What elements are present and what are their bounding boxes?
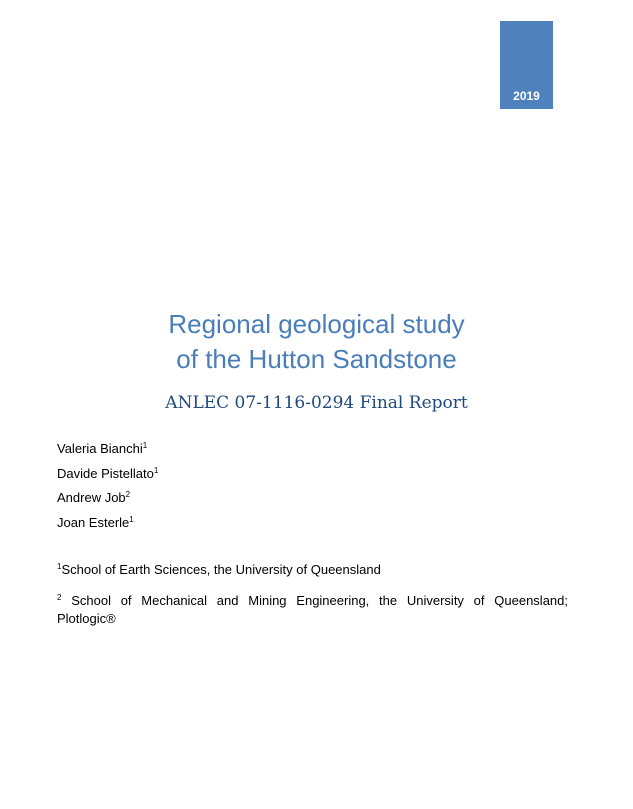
- affiliation-mark: 2: [57, 593, 62, 602]
- author-affiliation-mark: 2: [125, 490, 131, 499]
- affiliation-1: [57, 561, 381, 579]
- author-item: [57, 486, 158, 511]
- year-label: 2019: [513, 89, 540, 103]
- affiliation-2: [57, 592, 568, 628]
- report-subtitle: ANLEC 07-1116-0294 Final Report: [165, 393, 468, 413]
- author-name: Andrew Job: [57, 490, 126, 505]
- author-list: [57, 437, 158, 535]
- author-name: Davide Pistellato: [57, 465, 154, 481]
- author-item: [57, 462, 158, 487]
- title-line-2: of the Hutton Sandstone: [176, 344, 457, 374]
- affiliation-text: School of Mechanical and Mining Engineering, the University of Queensland; Plotlogic®: [57, 593, 568, 626]
- title-line-1: Regional geological study: [168, 309, 465, 339]
- author-name: Valeria Bianchi: [57, 441, 143, 456]
- year-badge: [500, 21, 553, 109]
- author-item: [57, 437, 158, 462]
- report-title: [0, 307, 633, 377]
- author-affiliation-mark: 1: [153, 465, 159, 475]
- author-item: [57, 511, 158, 536]
- author-affiliation-mark: 1: [129, 514, 134, 524]
- author-name: Joan Esterle: [57, 514, 130, 530]
- affiliation-mark: 1: [57, 562, 62, 571]
- author-affiliation-mark: 1: [142, 441, 148, 450]
- affiliation-text: School of Earth Sciences, the University of Queensland: [61, 562, 381, 577]
